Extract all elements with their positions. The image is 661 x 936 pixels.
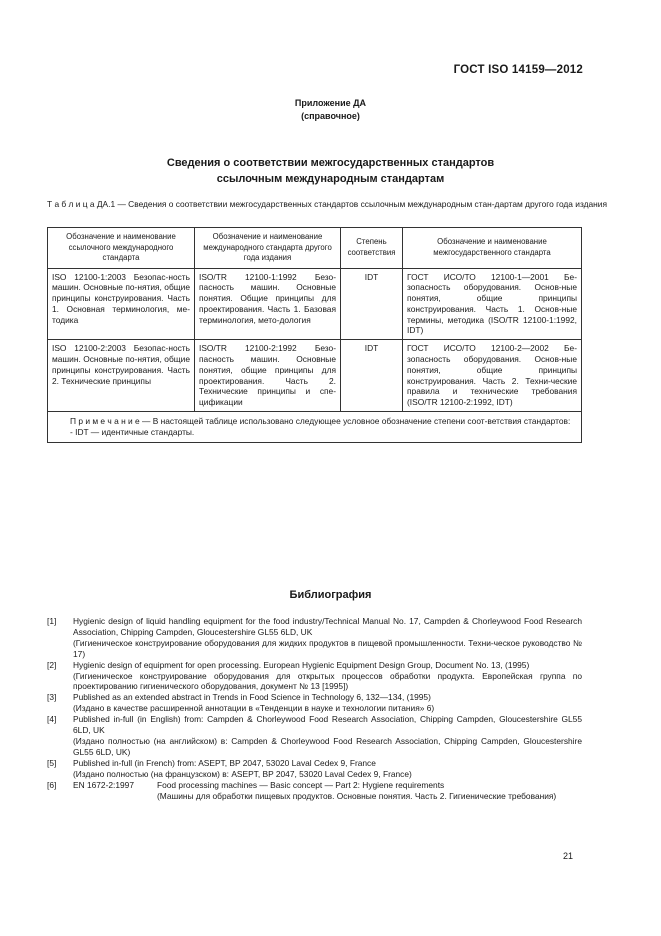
header-cell: Обозначение и наименование международного стандарта другого года издания xyxy=(195,228,341,269)
entry-text: Published in-full (in French) from: ASEPT, BP 2047, 53020 Laval Cedex 9, France xyxy=(73,757,376,768)
entry-text: Food processing machines — Basic concept — Part 2: Hygiene requirements xyxy=(157,779,445,790)
entry-translation: (Издано полностью (на французском) в: ASEPT, BP 2047, 53020 Laval Cedex 9, France) xyxy=(73,768,412,779)
note-item: - IDT — идентичные стандарты. xyxy=(70,426,195,437)
entry-text: Hygienic design of liquid handling equipment for the food industry/Technical Manual No. 17, Campden & Chorleywood Food Research Association, Chipping Campden, Gloucestershire GL55 6LD, UK xyxy=(73,616,582,637)
bibliography-entry xyxy=(47,714,582,758)
table-cell: ГОСТ ИСО/ТО 12100-2—2002 Бе-зопасность оборудования. Основ-ные понятия, общие принципы конструирования. Часть 2. Техни-ческие правила и технические требования (ISO/TR 12100-2:1992, IDT) xyxy=(403,340,582,412)
bibliography-entry xyxy=(47,692,582,714)
correspondence-table xyxy=(47,227,582,443)
table-cell: ISO/TR 12100-1:1992 Безо-пасность машин. Основные понятия. Общие принципы для проектирования. Часть 1. Базовая терминология, мето-дология xyxy=(195,268,341,340)
annex-subtitle: (справочное) xyxy=(301,111,360,121)
section-title-line1: Сведения о соответствии межгосударственных стандартов xyxy=(166,157,495,169)
table-note xyxy=(48,412,582,443)
table-row xyxy=(48,340,582,412)
table-header-row xyxy=(48,228,582,269)
entry-number: [2] xyxy=(47,659,57,670)
note-text: — В настоящей таблице использовано следующее условное обозначение степени соот-ветствия стандартов: xyxy=(139,416,571,427)
page-number: 21 xyxy=(562,851,573,861)
header-cell: Степень соответствия xyxy=(341,228,403,269)
entry-standard-id: EN 1672-2:1997 xyxy=(73,779,134,790)
table-cell: ISO 12100-1:2003 Безопас-ность машин. Основные по-нятия, общие принципы конструирования. Часть 1. Основная терминология, ме-тодика xyxy=(48,268,195,340)
table-cell: IDT xyxy=(341,340,403,412)
table-cell: ISO 12100-2:2003 Безопас-ность машин. Основные по-нятия, общие принципы конструирования. Часть 2. Технические принципы xyxy=(48,340,195,412)
entry-number: [1] xyxy=(47,616,57,626)
annex-heading xyxy=(0,97,661,123)
table-row xyxy=(48,268,582,340)
section-title xyxy=(0,155,661,187)
entry-text: Published in-full (in English) from: Campden & Chorleywood Food Research Association, Chipping Campden, Gloucestershire GL55 6LD, UK xyxy=(73,714,582,736)
entry-number: [4] xyxy=(47,714,57,725)
entry-number: [6] xyxy=(47,779,57,790)
table-cell: ГОСТ ИСО/ТО 12100-1—2001 Бе-зопасность оборудования. Основ-ные понятия, общие принципы конструирования. Часть 1. Основ-ные термины, методика (ISO/TR 12100-1:1992, IDT) xyxy=(403,268,582,340)
entry-text: Published as an extended abstract in Trends in Food Science in Technology 6, 132—134, (1995) xyxy=(73,692,431,703)
bibliography-entry xyxy=(47,780,582,802)
document-header: ГОСТ ISO 14159—2012 xyxy=(453,64,583,76)
bibliography-entry xyxy=(47,758,582,780)
table-caption-label: Т а б л и ц а xyxy=(47,199,95,209)
header-cell: Обозначение и наименование ссылочного международного стандарта xyxy=(48,228,195,269)
entry-translation: (Гигиеническое конструирование оборудования для открытых процессов обработки продукта. Европейская группа по проектированию гигиенического оборудования, документ № 13 [1995]) xyxy=(73,670,582,692)
section-title-line2: ссылочным международным стандартам xyxy=(216,173,445,185)
note-label: П р и м е ч а н и е xyxy=(70,416,140,427)
bibliography-list xyxy=(47,616,582,801)
entry-translation: (Гигиеническое конструирование оборудования для жидких продуктов в пищевой промышленности. Техни-ческое руководство № 17) xyxy=(73,637,582,659)
table-caption-text: ДА.1 — Сведения о соответствии межгосударственных стандартов ссылочным международным стан-дартам другого года издания xyxy=(94,199,608,209)
table-cell: ISO/TR 12100-2:1992 Безо-пасность машин. Основные понятия, общие принципы для проектирования. Часть 2. Технические принципы и спе-цификации xyxy=(195,340,341,412)
entry-translation: (Издано полностью (на английском) в: Campden & Chorleywood Food Research Association, Chipping Campden, Gloucestershire GL55 6LD, UK) xyxy=(73,735,582,757)
entry-translation: (Машины для обработки пищевых продуктов. Основные понятия. Часть 2. Гигиенические требования) xyxy=(157,790,557,801)
entry-number: [5] xyxy=(47,757,57,768)
table-cell: IDT xyxy=(341,268,403,340)
bibliography-entry xyxy=(47,616,582,660)
header-cell: Обозначение и наименование межгосударственного стандарта xyxy=(403,228,582,269)
table-note-row xyxy=(48,412,582,443)
entry-number: [3] xyxy=(47,692,57,703)
entry-translation: (Издано в качестве расширенной аннотации в «Тенденции в науке и технологии питания» 6) xyxy=(73,703,435,714)
entry-text: Hygienic design of equipment for open processing. European Hygienic Equipment Design Group, Document No. 13, (1995) xyxy=(73,659,530,670)
bibliography-title: Библиография xyxy=(289,589,372,601)
table-caption xyxy=(47,199,615,211)
annex-title: Приложение ДА xyxy=(294,98,367,108)
bibliography-entry xyxy=(47,660,582,693)
